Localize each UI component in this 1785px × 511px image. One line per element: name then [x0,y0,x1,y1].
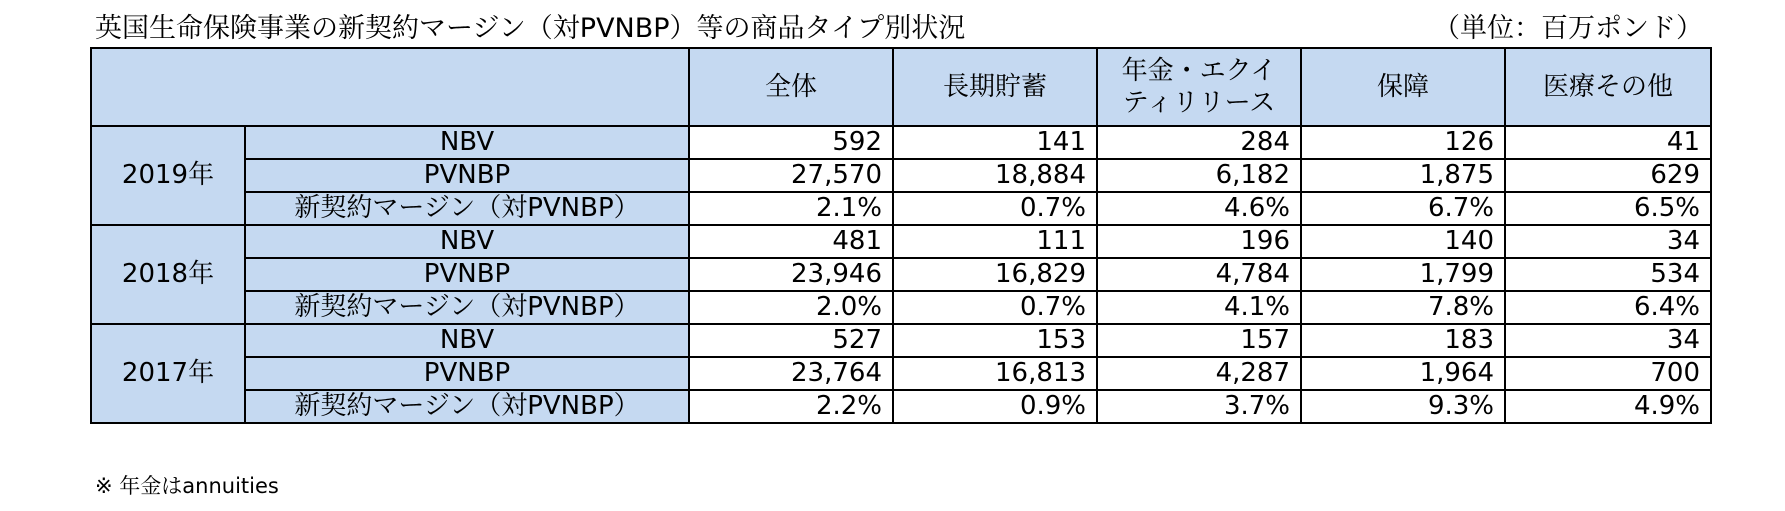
value-cell: 0.7% [893,192,1097,225]
value-cell: 183 [1301,324,1505,357]
table-row [91,390,1711,423]
value-cell: 4,287 [1097,357,1301,390]
value-cell: 592 [689,126,893,159]
value-cell: 6,182 [1097,159,1301,192]
value-cell: 141 [893,126,1097,159]
value-cell: 284 [1097,126,1301,159]
value-cell: 6.4% [1505,291,1711,324]
header-health-other: 医療その他 [1505,48,1711,126]
metric-label: 新契約マージン（対PVNBP） [245,192,689,225]
value-cell: 111 [893,225,1097,258]
value-cell: 527 [689,324,893,357]
value-cell: 23,946 [689,258,893,291]
value-cell: 157 [1097,324,1301,357]
metric-label: PVNBP [245,357,689,390]
table-row [91,126,1711,159]
document-title: 英国生命保険事業の新契約マージン（対PVNBP）等の商品タイプ別状況 [95,13,966,44]
value-cell: 140 [1301,225,1505,258]
metric-label: 新契約マージン（対PVNBP） [245,390,689,423]
value-cell: 196 [1097,225,1301,258]
header-annuities-equity-release [1097,48,1301,126]
table-row [91,357,1711,390]
value-cell: 2.2% [689,390,893,423]
value-cell: 481 [689,225,893,258]
header-protection: 保障 [1301,48,1505,126]
value-cell: 153 [893,324,1097,357]
header-corner [91,48,689,126]
value-cell: 3.7% [1097,390,1301,423]
value-cell: 34 [1505,324,1711,357]
value-cell: 0.9% [893,390,1097,423]
year-cell: 2018年 [91,225,245,324]
value-cell: 7.8% [1301,291,1505,324]
header-total: 全体 [689,48,893,126]
metric-label: 新契約マージン（対PVNBP） [245,291,689,324]
value-cell: 4.1% [1097,291,1301,324]
year-cell: 2017年 [91,324,245,423]
metric-label: NBV [245,126,689,159]
footnote: ※ 年金はannuities [95,474,279,498]
table-row [91,159,1711,192]
header-annuities-line1: 年金・エクイ [1121,56,1277,86]
margin-table [90,47,1712,424]
value-cell: 4.6% [1097,192,1301,225]
value-cell: 1,875 [1301,159,1505,192]
metric-label: PVNBP [245,159,689,192]
value-cell: 9.3% [1301,390,1505,423]
value-cell: 126 [1301,126,1505,159]
value-cell: 6.5% [1505,192,1711,225]
value-cell: 34 [1505,225,1711,258]
value-cell: 41 [1505,126,1711,159]
value-cell: 0.7% [893,291,1097,324]
header-long-term-savings: 長期貯蓄 [893,48,1097,126]
value-cell: 2.0% [689,291,893,324]
header-annuities-line2: ティリリース [1122,88,1276,118]
value-cell: 1,799 [1301,258,1505,291]
year-cell: 2019年 [91,126,245,225]
table-row [91,324,1711,357]
value-cell: 629 [1505,159,1711,192]
table-row [91,192,1711,225]
header-row [91,48,1711,126]
value-cell: 18,884 [893,159,1097,192]
value-cell: 4.9% [1505,390,1711,423]
table-row [91,258,1711,291]
value-cell: 27,570 [689,159,893,192]
value-cell: 16,829 [893,258,1097,291]
unit-label: （単位：百万ポンド） [1433,13,1703,44]
value-cell: 534 [1505,258,1711,291]
table-row [91,291,1711,324]
value-cell: 6.7% [1301,192,1505,225]
value-cell: 23,764 [689,357,893,390]
table-row [91,225,1711,258]
metric-label: NBV [245,324,689,357]
value-cell: 2.1% [689,192,893,225]
value-cell: 16,813 [893,357,1097,390]
value-cell: 700 [1505,357,1711,390]
metric-label: NBV [245,225,689,258]
value-cell: 4,784 [1097,258,1301,291]
value-cell: 1,964 [1301,357,1505,390]
metric-label: PVNBP [245,258,689,291]
